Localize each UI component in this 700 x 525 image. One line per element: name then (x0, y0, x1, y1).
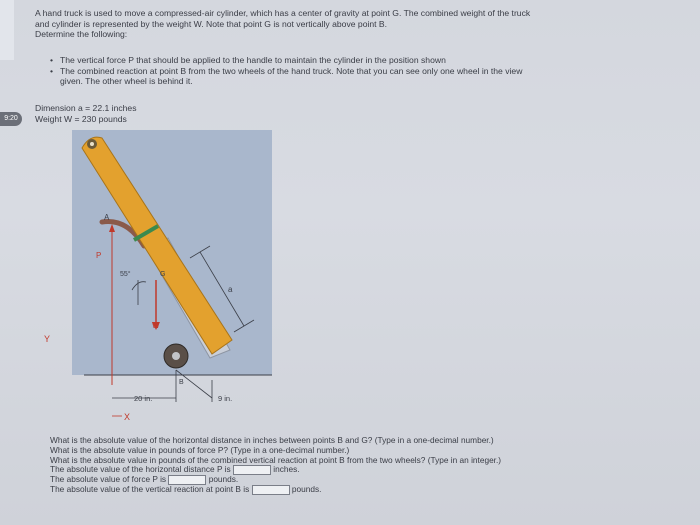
answer-1-input[interactable] (233, 465, 271, 475)
question-3: What is the absolute value in pounds of the combined vertical reaction at point B from the two wheels? (Type in an integer.) (50, 454, 502, 465)
answer-3-prefix: The absolute value of the vertical reaction at point B is (50, 484, 250, 495)
label-a-top: A (104, 213, 110, 222)
label-y: Y (44, 334, 51, 344)
question-2: What is the absolute value in pounds of force P? (Type in a one-decimal number.) (50, 444, 350, 455)
valve-highlight (90, 142, 94, 146)
question-number-badge[interactable]: 9:20 (0, 112, 22, 126)
hand-truck-diagram (44, 130, 287, 422)
intro-line-2: and cylinder is represented by the weight W. Note that point G is not vertically above point B. (35, 18, 388, 29)
label-x: X (124, 412, 131, 422)
label-w: W (152, 321, 160, 330)
question-section (50, 436, 670, 495)
label-p: P (96, 251, 102, 260)
answer-3-suffix: pounds. (291, 484, 322, 495)
label-b: B (179, 379, 184, 386)
task-2-continued: given. The other wheel is behind it. (60, 76, 193, 86)
answer-1-suffix: inches. (273, 464, 300, 475)
weight-value: Weight W = 230 pounds (35, 113, 127, 124)
task-1-text: The vertical force P that should be applied to the handle to maintain the cylinder in the position shown (60, 55, 446, 65)
intro-line-3: Determine the following: (35, 29, 128, 39)
bullet-icon: • (50, 55, 54, 65)
problem-intro (35, 8, 655, 40)
intro-line-1: A hand truck is used to move a compressed-air cylinder, which has a center of gravity at point G. The combined weight of the truck (35, 8, 531, 18)
task-2-text: The combined reaction at point B from the two wheels of the hand truck. Note that you can see only one wheel in the view (60, 65, 523, 76)
given-values (35, 103, 137, 124)
left-panel-tab[interactable] (0, 0, 14, 60)
dimension-value: Dimension a = 22.1 inches (35, 103, 137, 113)
answer-2-suffix: pounds. (208, 474, 239, 485)
label-g: G (160, 271, 166, 278)
task-item (50, 66, 650, 77)
question-1: What is the absolute value of the horizontal distance in inches between points B and G? (Type in a one-decimal number.) (50, 435, 494, 445)
label-9-in: 9 in. (218, 394, 233, 403)
wheel-hub (172, 352, 180, 360)
answer-row-3 (50, 485, 670, 495)
answer-1-prefix: The absolute value of the horizontal distance P is (50, 464, 231, 475)
label-angle: 55° (120, 271, 131, 278)
answer-3-input[interactable] (252, 485, 290, 495)
task-list (50, 55, 650, 87)
label-a-dimension: a (228, 285, 233, 294)
label-20-in: 20 in. (134, 394, 153, 403)
bullet-icon: • (50, 65, 54, 76)
answer-2-prefix: The absolute value of force P is (50, 474, 167, 485)
task-item (50, 55, 650, 66)
